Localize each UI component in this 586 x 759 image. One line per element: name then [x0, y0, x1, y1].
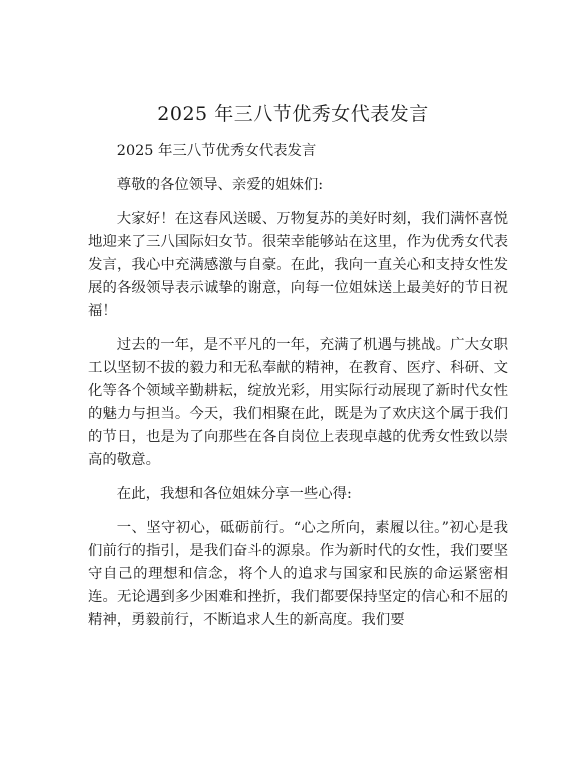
point-one-paragraph: 一、坚守初心，砥砺前行。“心之所向，素履以往。”初心是我们前行的指引，是我们奋斗的源泉。作为新时代的女性，我们要坚守自己的理想和信念，将个人的追求与国家和民族的命运紧密相连。无论遇到多少困难和挫折，我们都要保持坚定的信心和不屈的精神，勇毅前行，不断追求人生的新高度。我们要 — [88, 520, 508, 628]
salutation-paragraph: 尊敬的各位领导、亲爱的姐妹们: — [116, 177, 324, 193]
review-paragraph: 过去的一年，是不平凡的一年，充满了机遇与挑战。广大女职工以坚韧不拔的毅力和无私奉献的精神，在教育、医疗、科研、文化等各个领域辛勤耕耘，绽放光彩，用实际行动展现了新时代女性的魅力与担当。今天，我们相聚在此，既是为了欢庆这个属于我们的节日，也是为了向那些在各自岗位上表现卓越的优秀女性致以崇高的敬意。 — [88, 337, 508, 468]
subtitle-paragraph: 2025 年三八节优秀女代表发言 — [116, 143, 317, 159]
document-body — [88, 140, 508, 643]
greeting-paragraph: 大家好！在这春风送暖、万物复苏的美好时刻，我们满怀喜悦地迎来了三八国际妇女节。很荣幸能够站在这里，作为优秀女代表发言，我心中充满感激与自豪。在此，我向一直关心和支持女性发展的各级领导表示诚挚的谢意，向每一位姐妹送上最美好的节日祝福！ — [88, 211, 508, 319]
share-intro-paragraph: 在此，我想和各位姐妹分享一些心得: — [116, 486, 352, 502]
page-title: 2025 年三八节优秀女代表发言 — [157, 103, 429, 125]
